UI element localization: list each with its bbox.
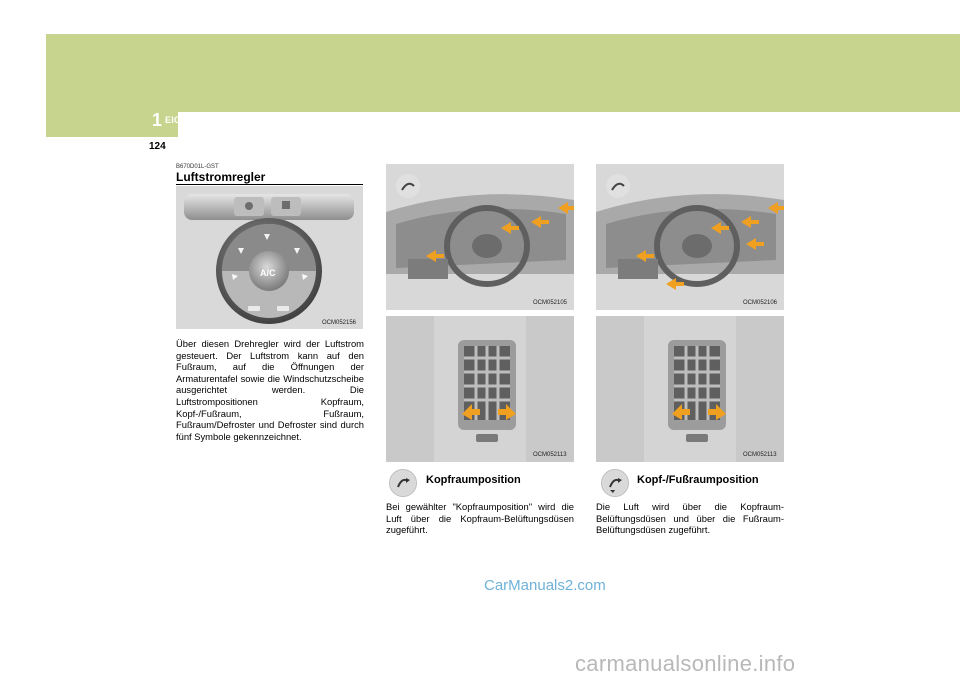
headfoot-mode-icon: [601, 469, 629, 497]
control-panel-photo: [176, 186, 363, 329]
reference-code: B670D01L-GST: [176, 164, 219, 170]
page-number: 124: [149, 141, 166, 152]
head-mode-icon: [389, 469, 417, 497]
vent-photo-headfoot: [596, 316, 784, 462]
mode-title-headfoot: Kopf-/Fußraumposition: [637, 474, 759, 486]
chapter-number: 1: [152, 110, 163, 130]
chapter-title: EIGENSCHAFTEN DES HYUNDAI: [165, 115, 312, 125]
dashboard-photo-headfoot: [596, 164, 784, 310]
vent-photo-head: [386, 316, 574, 462]
mode-title-head: Kopfraumposition: [426, 474, 521, 486]
mode-body-headfoot: Die Luft wird über die Kopfraum-Belüftungsdüsen und über die Fußraum-Belüftungsdüsen zugeführt.: [596, 501, 784, 536]
image-code: OCM052156: [322, 320, 357, 326]
section-body: Über diesen Drehregler wird der Luftstrom gesteuert. Der Luftstrom kann auf den Fußraum, auf die Öffnungen der Armaturentafel sowie die Windschutzscheibe ausgerichtet werden. Die Luftstrompositionen Kopfraum, Kopf-/Fußraum, Fußraum, Fußraum/Defroster und Defroster sind durch fünf Symbole gekennzeichnet.: [176, 338, 364, 442]
vent-image-code: OCM052113: [743, 452, 777, 458]
vent-image-code: OCM052113: [533, 452, 567, 458]
section-title: Luftstromregler: [176, 170, 266, 184]
title-rule: [176, 184, 363, 185]
watermark-carmanualsonline[interactable]: carmanualsonline.info: [575, 651, 796, 676]
dash-image-code: OCM052106: [743, 300, 778, 306]
mode-body-head: Bei gewählter "Kopfraumposition" wird die Luft über die Kopfraum-Belüftungsdüsen zugeführt.: [386, 501, 574, 536]
dash-image-code: OCM052105: [533, 300, 568, 306]
dashboard-photo-head: [386, 164, 574, 310]
ac-label: A/C: [260, 268, 276, 278]
watermark-carmanuals2[interactable]: CarManuals2.com: [484, 577, 606, 594]
